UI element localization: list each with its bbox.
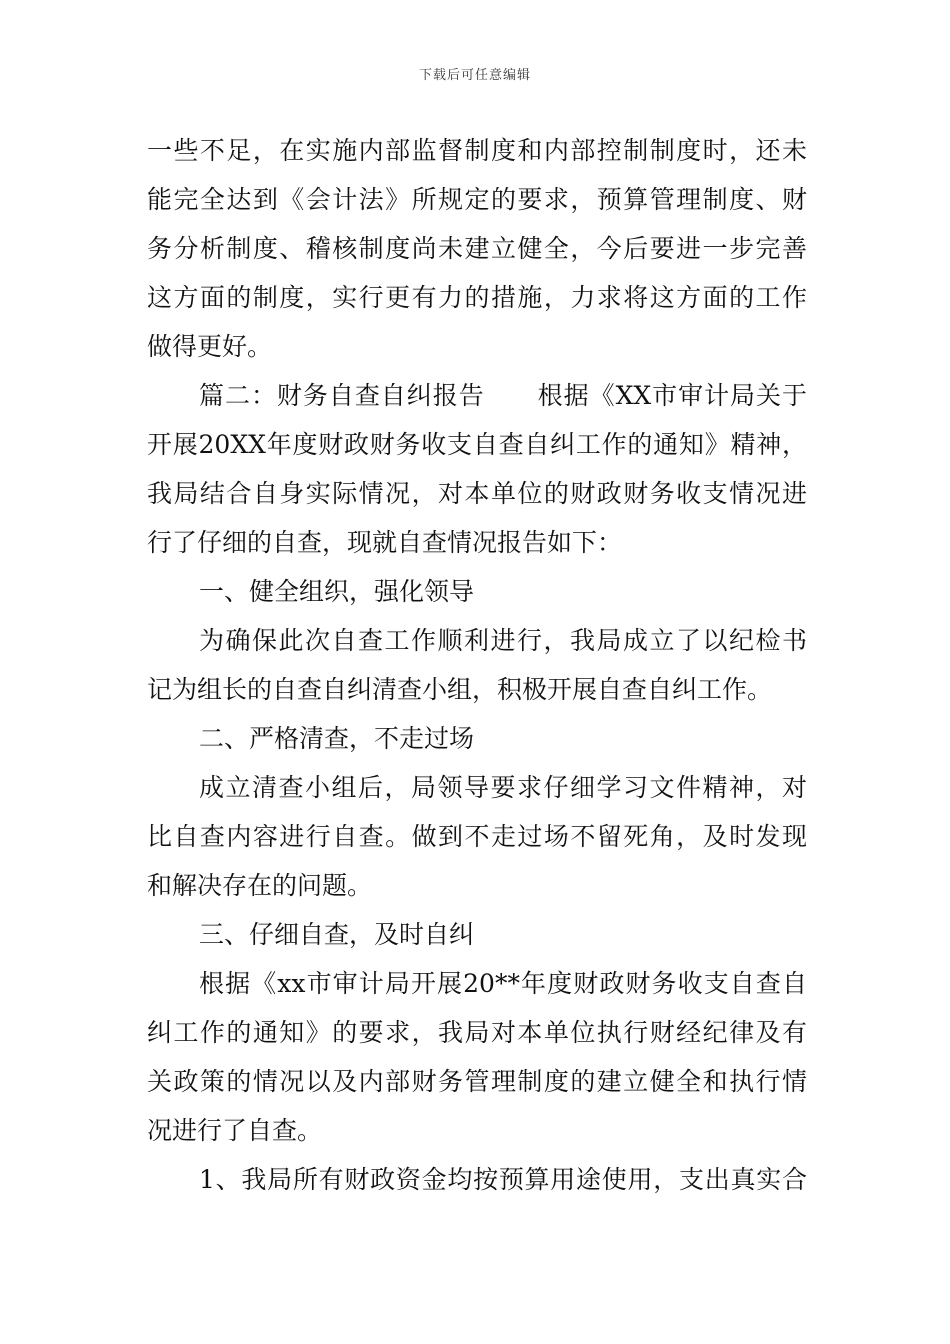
text-line: 行了仔细的自查，现就自查情况报告如下： (147, 528, 623, 557)
text-line: 和解决存在的问题。 (147, 871, 373, 900)
subheading: 一、健全组织，强化领导 (199, 577, 475, 606)
section-title: 篇二：财务自查自纠报告 (199, 381, 485, 410)
text-line: 纠工作的通知》的要求，我局对本单位执行财经纪律及有 (147, 1018, 807, 1047)
text-line: 比自查内容进行自查。做到不走过场不留死角，及时发现 (147, 822, 807, 851)
text-line: 我局结合自身实际情况，对本单位的财政财务收支情况进 (147, 479, 807, 508)
text-line: 务分析制度、稽核制度尚未建立健全，今后要进一步完善 (147, 234, 807, 263)
text-line: 一些不足，在实施内部监督制度和内部控制制度时，还未 (147, 136, 807, 165)
subheading: 二、严格清查，不走过场 (199, 724, 475, 753)
text-line: 做得更好。 (147, 332, 273, 361)
text-line: 况进行了自查。 (147, 1116, 323, 1145)
section-title-line (147, 371, 807, 420)
text-line: 为确保此次自查工作顺利进行，我局成立了以纪检书 (199, 626, 807, 655)
text-line: 根据《xx市审计局开展20**年度财政财务收支自查自 (199, 969, 807, 998)
subheading: 三、仔细自查，及时自纠 (199, 920, 475, 949)
text-line: 1、我局所有财政资金均按预算用途使用，支出真实合 (199, 1165, 807, 1194)
text-line: 这方面的制度，实行更有力的措施，力求将这方面的工作 (147, 283, 807, 312)
page-header-note: 下载后可任意编辑 (418, 68, 531, 83)
text-line: 开展20XX年度财政财务收支自查自纠工作的通知》精神， (147, 430, 807, 459)
text-line: 关政策的情况以及内部财务管理制度的建立健全和执行情 (147, 1067, 807, 1096)
text-line: 记为组长的自查自纠清查小组，积极开展自查自纠工作。 (147, 675, 773, 704)
document-body (147, 126, 807, 1204)
text-line: 能完全达到《会计法》所规定的要求，预算管理制度、财 (147, 185, 807, 214)
text-line: 成立清查小组后，局领导要求仔细学习文件精神，对 (199, 773, 807, 802)
section-intro: 根据《XX市审计局关于 (536, 381, 807, 410)
